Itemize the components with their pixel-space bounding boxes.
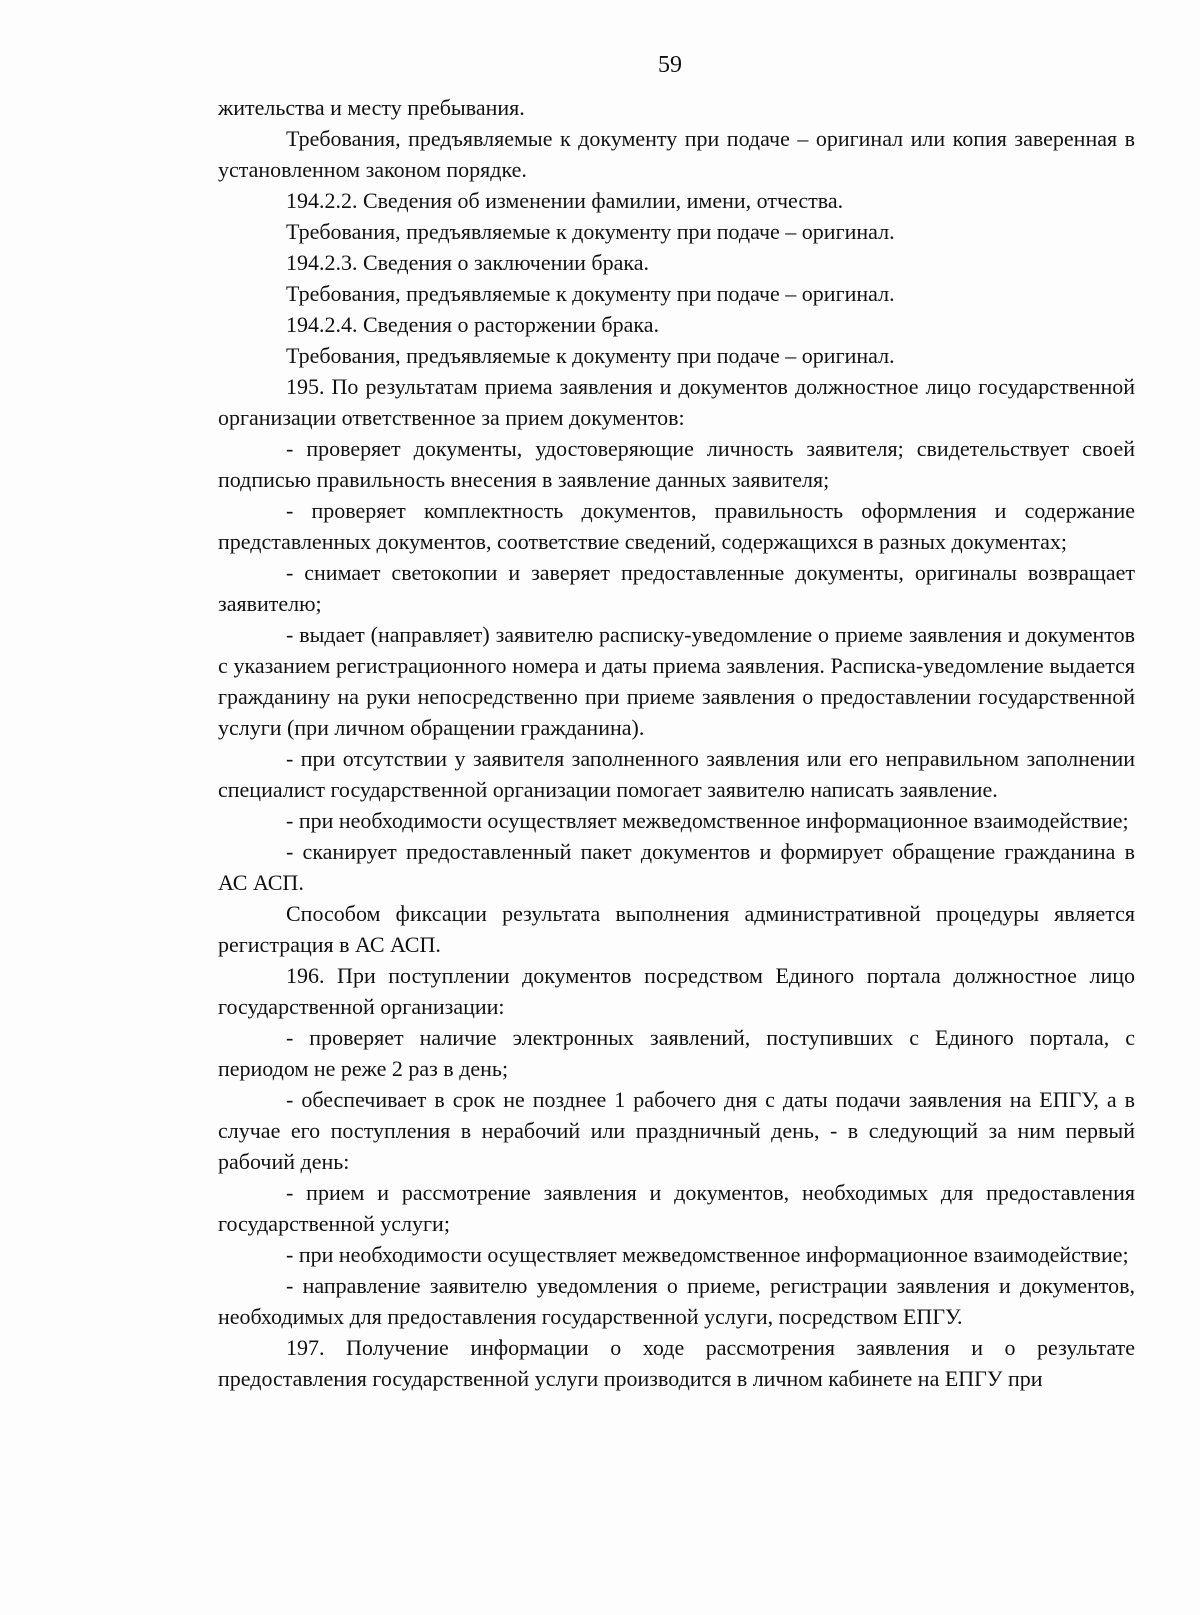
- paragraph: - при необходимости осуществляет межведомственное информационное взаимодействие;: [286, 808, 1129, 833]
- paragraph: - проверяет наличие электронных заявлений, поступивших с Единого портала, с периодом не реже 2 раз в день;: [218, 1025, 1135, 1081]
- paragraph: - обеспечивает в срок не позднее 1 рабочего дня с даты подачи заявления на ЕПГУ, а в случае его поступления в нерабочий или праздничный день, - в следующий за ним первый рабочий день:: [218, 1087, 1135, 1174]
- paragraph: - снимает светокопии и заверяет предоставленные документы, оригиналы возвращает заявителю;: [218, 560, 1135, 616]
- paragraph: - прием и рассмотрение заявления и документов, необходимых для предоставления государственной услуги;: [218, 1180, 1135, 1236]
- paragraph: - проверяет документы, удостоверяющие личность заявителя; свидетельствует своей подписью правильность внесения в заявление данных заявителя;: [218, 436, 1135, 492]
- paragraph: 194.2.2. Сведения об изменении фамилии, имени, отчества.: [286, 188, 844, 213]
- paragraph: Требования, предъявляемые к документу при подаче – оригинал или копия заверенная в установленном законом порядке.: [218, 126, 1135, 182]
- document-body: [218, 92, 1135, 1394]
- page-number: 59: [658, 52, 682, 78]
- paragraph: - при необходимости осуществляет межведомственное информационное взаимодействие;: [286, 1242, 1129, 1267]
- paragraph: - сканирует предоставленный пакет документов и формирует обращение гражданина в АС АСП.: [218, 839, 1135, 895]
- paragraph: 196. При поступлении документов посредством Единого портала должностное лицо государственной организации:: [218, 963, 1135, 1019]
- paragraph: - при отсутствии у заявителя заполненного заявления или его неправильном заполнении специалист государственной организации помогает заявителю написать заявление.: [218, 746, 1135, 802]
- paragraph: - выдает (направляет) заявителю расписку-уведомление о приеме заявления и документов с указанием регистрационного номера и даты приема заявления. Расписка-уведомление выдается гражданину на руки непосредственно при приеме заявления о предоставлении государственной услуги (при личном обращении гражданина).: [218, 622, 1135, 740]
- paragraph: - проверяет комплектность документов, правильность оформления и содержание представленных документов, соответствие сведений, содержащихся в разных документах;: [218, 498, 1135, 554]
- paragraph: Требования, предъявляемые к документу при подаче – оригинал.: [286, 281, 895, 306]
- paragraph: 194.2.3. Сведения о заключении брака.: [286, 250, 649, 275]
- paragraph: Требования, предъявляемые к документу при подаче – оригинал.: [286, 219, 895, 244]
- paragraph: 195. По результатам приема заявления и документов должностное лицо государственной организации ответственное за прием документов:: [218, 374, 1135, 430]
- paragraph: Способом фиксации результата выполнения административной процедуры является регистрация в АС АСП.: [218, 901, 1135, 957]
- paragraph: 197. Получение информации о ходе рассмотрения заявления и о результате предоставления государственной услуги производится в личном кабинете на ЕПГУ при: [218, 1335, 1135, 1391]
- paragraph: - направление заявителю уведомления о приеме, регистрации заявления и документов, необходимых для предоставления государственной услуги, посредством ЕПГУ.: [218, 1273, 1135, 1329]
- paragraph: 194.2.4. Сведения о расторжении брака.: [286, 312, 659, 337]
- paragraph: жительства и месту пребывания.: [218, 95, 525, 120]
- paragraph: Требования, предъявляемые к документу при подаче – оригинал.: [286, 343, 895, 368]
